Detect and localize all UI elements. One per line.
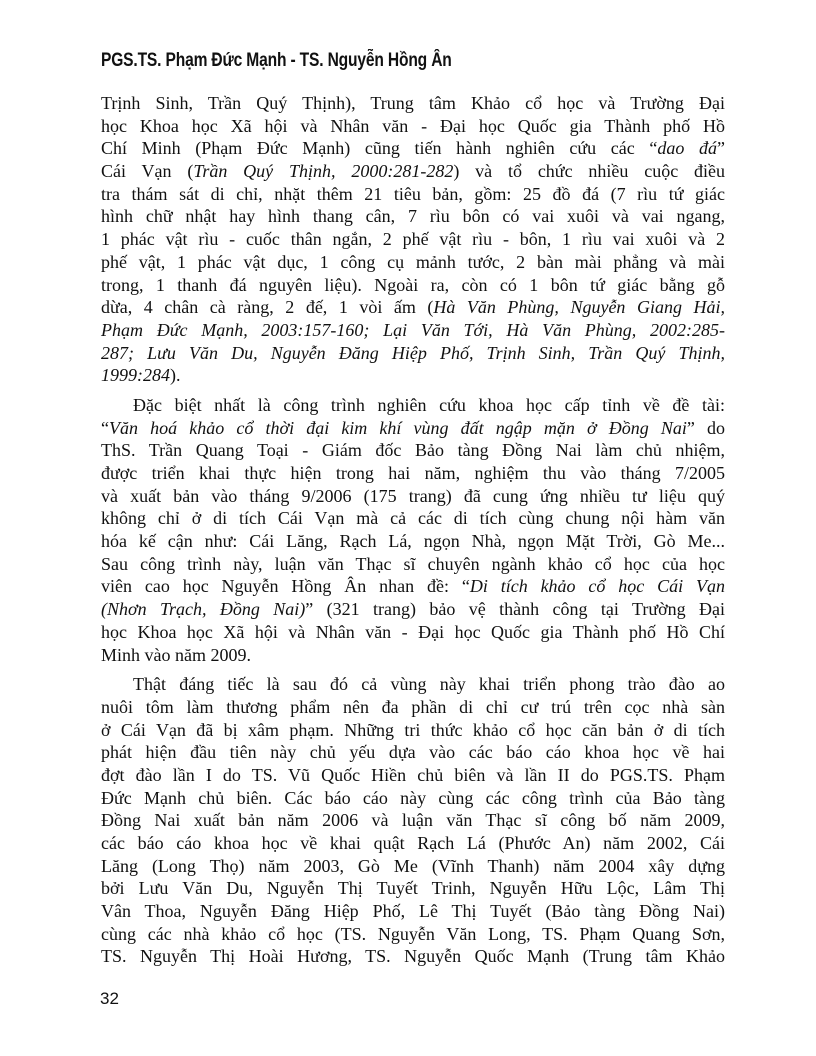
text: ). (170, 365, 181, 386)
italic-text: Hà Văn Phùng, Nguyễn Giang Hải, (433, 297, 725, 318)
text: Trịnh Sinh, Trần Quý Thịnh), Trung tâm Khảo cổ học và Trường Đại (101, 93, 725, 113)
italic-text: (Nhơn Trạch, Đồng Nai) (101, 599, 306, 620)
text: ) và tổ chức nhiều cuộc điều (453, 161, 726, 182)
italic-text: 287; Lưu Văn Du, Nguyễn Đăng Hiệp Phố, Trịnh Sinh, Trần Quý Thịnh, (101, 342, 725, 363)
text: viên cao học Nguyễn Hồng Ân nhan đề: “ (101, 576, 470, 597)
text-line (101, 855, 725, 878)
text: TS. Nguyễn Thị Hoài Hương, TS. Nguyễn Quốc Mạnh (Trung tâm Khảo (101, 946, 725, 967)
italic-text: Trần Quý Thịnh, 2000:281-282 (193, 161, 454, 182)
text-line (101, 719, 725, 742)
text-line (101, 296, 725, 319)
text: hóa kế cận như: Cái Lăng, Rạch Lá, ngọn Nhà, ngọn Mặt Trời, Gò Me... (101, 531, 725, 552)
text-line (101, 923, 725, 946)
text: không chỉ ở di tích Cái Vạn mà cả các di tích cùng chung nội hàm văn (101, 508, 725, 529)
text: Đức Mạnh chủ biên. Các báo cáo này cùng các công trình của Bảo tàng (101, 787, 725, 808)
text: các báo cáo khoa học về khai quật Rạch Lá (Phước An) năm 2002, Cái (101, 833, 725, 853)
text-line (101, 553, 725, 576)
text: ThS. Trần Quang Toại - Giám đốc Bảo tàng Đồng Nai làm chủ nhiệm, (101, 440, 725, 461)
text-line (101, 832, 725, 855)
text: phế vật, 1 phác vật dục, 1 công cụ mảnh tước, 2 bàn mài phẳng và mài (101, 251, 725, 272)
body-text (101, 92, 725, 975)
text: dừa, 4 chân cà ràng, 2 đế, 1 vòi ấm ( (101, 297, 434, 318)
text: Minh vào năm 2009. (101, 644, 251, 665)
text: ở Cái Vạn đã bị xâm phạm. Những tri thức khảo cổ học căn bản ở di tích (101, 719, 725, 740)
text-line (101, 809, 725, 832)
text: phát hiện đầu tiên này chủ yếu dựa vào các báo cáo khoa học về hai (101, 742, 725, 763)
text-line (101, 115, 725, 138)
text-line (101, 575, 725, 598)
italic-text: dao đá (657, 138, 718, 159)
text: tra thám sát di chỉ, nhặt thêm 21 tiêu bản, gồm: 25 đồ đá (7 rìu tứ giác (101, 183, 725, 204)
text-line (101, 205, 725, 228)
text-line (101, 417, 725, 440)
text-line (101, 394, 725, 417)
text: trong, 1 thanh đá nguyên liệu). Ngoài ra, còn có 1 bôn tứ giác bằng gỗ (101, 274, 725, 295)
text-line (101, 621, 725, 644)
text-line (101, 877, 725, 900)
text-line (101, 342, 725, 365)
text: Thật đáng tiếc là sau đó cả vùng này khai triển phong trào đào ao (133, 674, 725, 695)
text: học Khoa học Xã hội và Nhân văn - Đại học Quốc gia Thành phố Hồ (101, 115, 725, 136)
text: hình chữ nhật hay hình thang cân, 7 rìu bôn có vai xuôi và vai ngang, (101, 206, 725, 227)
running-header: PGS.TS. Phạm Đức Mạnh - TS. Nguyễn Hồng Ân (101, 50, 452, 71)
text: “ (101, 417, 109, 438)
text-line (101, 507, 725, 530)
text: cùng các nhà khảo cổ học (TS. Nguyễn Văn Long, TS. Phạm Quang Sơn, (101, 923, 725, 944)
text-line (101, 598, 725, 621)
text-line (101, 485, 725, 508)
paragraph (101, 92, 725, 387)
text-line (101, 462, 725, 485)
text-line (101, 439, 725, 462)
text-line (101, 900, 725, 923)
text: học Khoa học Xã hội và Nhân văn - Đại học Quốc gia Thành phố Hồ Chí (101, 621, 725, 642)
text: nuôi tôm làm thương phẩm nên đa phần di chỉ cư trú trên cọc nhà sàn (101, 696, 725, 717)
paragraph (101, 394, 725, 666)
text-line (101, 319, 725, 342)
italic-text: 1999:284 (101, 365, 170, 386)
text-line (101, 945, 725, 968)
text: Sau công trình này, luận văn Thạc sĩ chuyên ngành khảo cổ học của học (101, 553, 725, 574)
text-line (101, 764, 725, 787)
text: bởi Lưu Văn Du, Nguyễn Thị Tuyết Trinh, Nguyễn Hữu Lộc, Lâm Thị (101, 878, 725, 899)
text: ” do (686, 417, 725, 438)
text-line (101, 160, 725, 183)
text-line (101, 741, 725, 764)
paragraph (101, 673, 725, 968)
text: Chí Minh (Phạm Đức Mạnh) cũng tiến hành nghiên cứu các “ (101, 138, 658, 159)
text-line (101, 696, 725, 719)
text-line (101, 644, 725, 667)
text-line (101, 787, 725, 810)
text-line (101, 274, 725, 297)
text: 1 phác vật rìu - cuốc thân ngắn, 2 phế vật rìu - bôn, 1 rìu vai xuôi và 2 (101, 229, 725, 250)
text: được triển khai thực hiện trong hai năm, nghiệm thu vào tháng 7/2005 (101, 463, 725, 483)
text-line (101, 137, 725, 160)
text: đợt đào lần I do TS. Vũ Quốc Hiền chủ biên và lần II do PGS.TS. Phạm (101, 764, 725, 785)
italic-text: Phạm Đức Mạnh, 2003:157-160; Lại Văn Tới, Hà Văn Phùng, 2002:285- (101, 319, 725, 340)
text: Cái Vạn ( (101, 161, 194, 182)
italic-text: Di tích khảo cổ học Cái Vạn (469, 576, 725, 597)
text: ” (321 trang) bảo vệ thành công tại Trường Đại (305, 599, 725, 620)
text-line (101, 530, 725, 553)
text-line (101, 183, 725, 206)
text-line (101, 251, 725, 274)
italic-text: Văn hoá khảo cổ thời đại kim khí vùng đất ngập mặn ở Đồng Nai (109, 417, 687, 438)
text: Lăng (Long Thọ) năm 2003, Gò Me (Vĩnh Thanh) năm 2004 xây dựng (101, 855, 725, 876)
page-number: 32 (100, 989, 119, 1008)
text-line (101, 673, 725, 696)
text: Đồng Nai xuất bản năm 2006 và luận văn Thạc sĩ công bố năm 2009, (101, 810, 725, 831)
text-line (101, 228, 725, 251)
text-line (101, 364, 725, 387)
text: và xuất bản vào tháng 9/2006 (175 trang) đã cung ứng nhiều tư liệu quý (101, 485, 725, 506)
text-line (101, 92, 725, 115)
text: ” (717, 138, 726, 159)
text: Vân Thoa, Nguyễn Đăng Hiệp Phố, Lê Thị Tuyết (Bảo tàng Đồng Nai) (101, 901, 725, 922)
text: Đặc biệt nhất là công trình nghiên cứu khoa học cấp tỉnh về đề tài: (133, 394, 725, 415)
